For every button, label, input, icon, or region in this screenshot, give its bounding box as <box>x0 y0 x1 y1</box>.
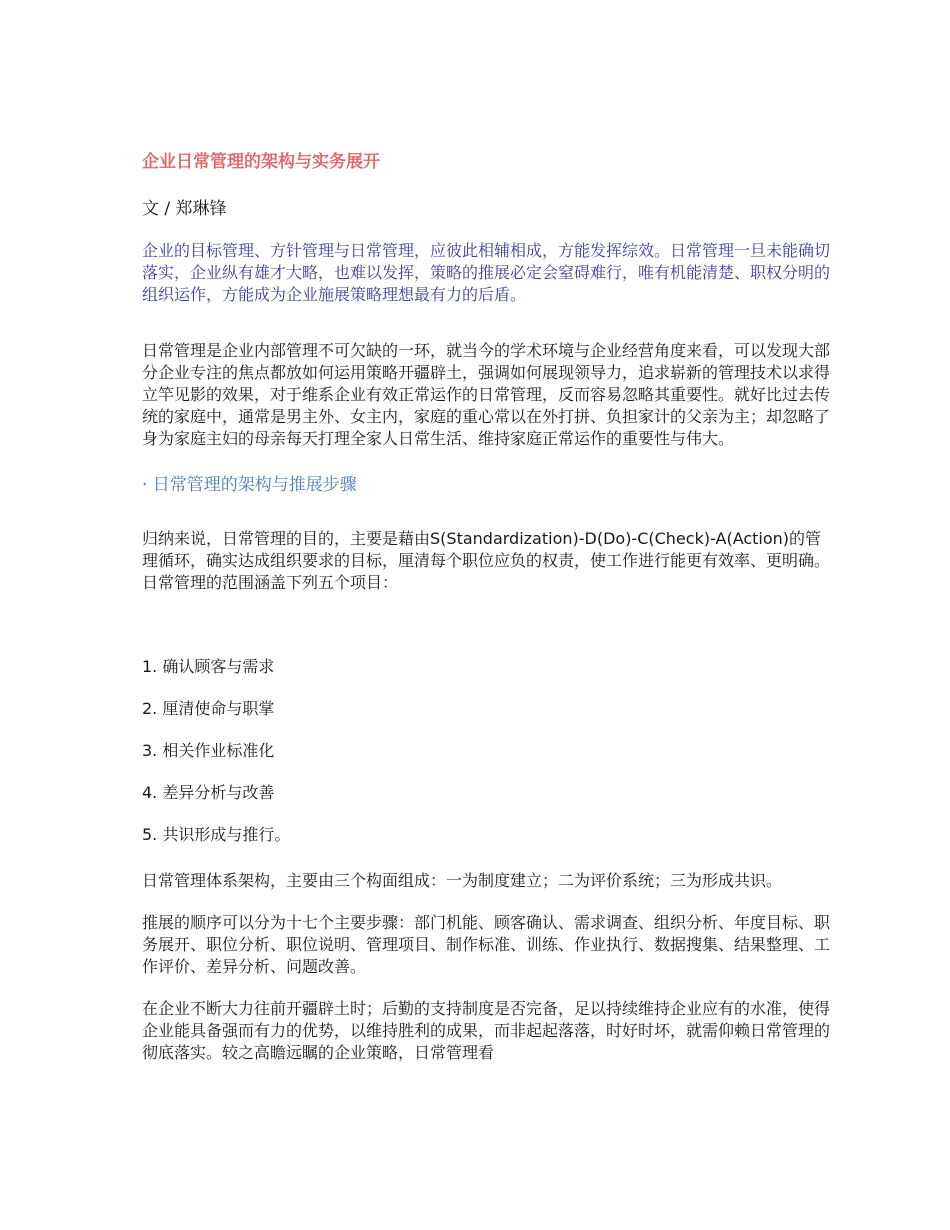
list-item-number: 1. <box>142 657 158 676</box>
body-paragraph-2 <box>142 528 832 594</box>
list-item-text: 共识形成与推行。 <box>162 825 291 844</box>
body-paragraph-1: 日常管理是企业内部管理不可欠缺的一环，就当今的学术环境与企业经营角度来看，可以发现大部分企业专注的焦点都放如何运用策略开疆辟土，强调如何展现领导力，追求崭新的管理技术以求得立竿见影的效果，对于维系企业有效正常运作的日常管理，反而容易忽略其重要性。就好比过去传统的家庭中，通常是男主外、女主内，家庭的重心常以在外打拼、负担家计的父亲为主；却忽略了身为家庭主妇的母亲每天打理全家人日常生活、维持家庭正常运作的重要性与伟大。 <box>142 341 831 448</box>
body-paragraph-3: 日常管理体系架构，主要由三个构面组成：一为制度建立；二为评价系统；三为形成共识。 <box>142 871 783 890</box>
list-item-text: 相关作业标准化 <box>162 741 275 760</box>
list-item-number: 4. <box>142 783 158 802</box>
author-line: 文 / 郑琳锋 <box>142 199 227 219</box>
paragraph-2-text-start: 归纳来说，日常管理的目的，主要是藉由 <box>142 529 431 548</box>
section-heading: · 日常管理的架构与推展步骤 <box>142 475 357 495</box>
list-item <box>142 740 832 762</box>
list-item-text: 差异分析与改善 <box>162 783 275 802</box>
body-paragraph-5: 在企业不断大力往前开疆辟土时；后勤的支持制度是否完备，足以持续维持企业应有的水准，使得企业能具备强而有力的优势，以维持胜利的成果，而非起起落落，时好时坏，就需仰赖日常管理的彻底落实。较之高瞻远瞩的企业策略，日常管理看 <box>142 999 831 1062</box>
list-item-text: 确认顾客与需求 <box>162 657 275 676</box>
list-item-number: 3. <box>142 741 158 760</box>
list-item <box>142 824 832 846</box>
list-item-text: 厘清使命与职掌 <box>162 699 275 718</box>
intro-paragraph: 企业的目标管理、方针管理与日常管理，应彼此相辅相成，方能发挥综效。日常管理一旦未能确切落实，企业纵有雄才大略，也难以发挥，策略的推展必定会窒碍难行，唯有机能清楚、职权分明的组织运作，方能成为企业施展策略理想最有力的后盾。 <box>142 241 831 304</box>
document-title: 企业日常管理的架构与实务展开 <box>142 152 380 172</box>
list-item-number: 2. <box>142 699 158 718</box>
paragraph-2-text-end: 的管理循环，确实达成组织要求的目标，厘清每个职位应负的权责，使工作进行能更有效率、更明确。日常管理的范围涵盖下列五个项目： <box>142 529 831 592</box>
management-items-list <box>142 656 832 846</box>
list-item <box>142 656 832 678</box>
document-page <box>142 148 832 1064</box>
list-item <box>142 698 832 720</box>
list-item-number: 5. <box>142 825 158 844</box>
body-paragraph-4: 推展的顺序可以分为十七个主要步骤：部门机能、顾客确认、需求调查、组织分析、年度目标、职务展开、职位分析、职位说明、管理项目、制作标准、训练、作业执行、数据搜集、结果整理、工作评价、差异分析、问题改善。 <box>142 913 831 976</box>
list-item <box>142 782 832 804</box>
sdca-cycle-term: S(Standardization)-D(Do)-C(Check)-A(Action) <box>430 529 790 548</box>
